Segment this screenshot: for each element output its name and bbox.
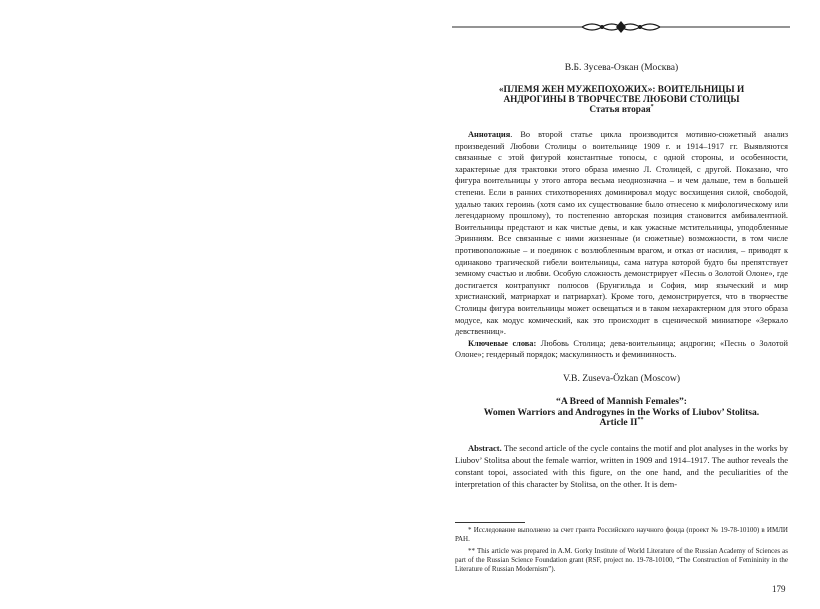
abstract-ru-text: . Во второй статье цикла производится мотивно-сюжетный анализ произведений Любови Столицы о воительнице 1909 г. и 1914–1917 гг. Выявляются связанные с этой фигурой константные топосы, с одной стороны, и особенности, характерные для трактовки этого образа именно Л. Столицей, с другой. Показано, что фигура воительницы у этого автора весьма неоднозначна – и чем дальше, тем в большей степени. Если в ранних стихотворениях доминировал модус восхищения силой, свободой, удалью таких героинь (хотя само их существование было отнесено к мифологическому или легендарному прошлому), то постепенно авторская позиция становится амбивалентной. Воительницы предстают и как чистые девы, и как ужасные мстительницы, уподобленные Эринниям. Все связанные с ними жизненные (и сюжетные) возможности, в том числе противоположные – и поединок с возлюбленным врагом, и отказ от насилия, – приводят к одинаково трагической гибели воительницы, сама натура которой будто бы препятствует земному счастью и любви. Особую сложность демонстрирует «Песнь о Золотой Олоне», где достигается контрапункт полюсов (Брунгильда и София, мир языческий и мир христианский, матриархат и патриархат). Кроме того, демонстрируется, что в творчестве Столицы фигура воительницы может освещаться и в таком нехарактерном для этого образа модусе, как модус комический, как это происходит в сценической миниатюре «Зеркало девственниц». [455, 130, 788, 337]
header-ornament [452, 20, 790, 34]
subtitle-ru [455, 105, 788, 115]
title-en-line1: “A Breed of Mannish Females”: [556, 395, 687, 407]
abstract-ru-label: Аннотация [468, 130, 511, 140]
footnote-mark-2: ** [637, 417, 644, 424]
title-en-line3: Article II [599, 417, 638, 429]
keywords-ru [455, 338, 788, 361]
title-ru-line1: «ПЛЕМЯ ЖЕН МУЖЕПОХОЖИХ»: ВОИТЕЛЬНИЦЫ И [498, 85, 745, 95]
page-body [455, 62, 788, 490]
subtitle-ru-text: Статья вторая [589, 105, 651, 116]
abstract-en [455, 443, 788, 490]
footnote-divider [455, 522, 525, 523]
title-ru-line2: АНДРОГИНЫ В ТВОРЧЕСТВЕ ЛЮБОВИ СТОЛИЦЫ [503, 95, 740, 106]
footnotes [455, 526, 788, 577]
page-number: 179 [772, 584, 786, 594]
title-ru [455, 85, 788, 105]
abstract-en-text: The second article of the cycle contains the motif and plot analyses in the works by Liubov’ Stolitsa about the female warrior, written in 1909 and 1914–1917. The author reveals the constant topoi, associated with this figure, on the one hand, and the peculiarities of the interpretation of this character by Stolitsa, on the other. It is dem- [455, 443, 788, 489]
keywords-ru-label: Ключевые слова: [468, 338, 537, 348]
footnote-2: ** This article was prepared in A.M. Gorky Institute of World Literature of the Russian Academy of Sciences as part of the Russian Science Foundation grant (RSF, project no. 19-78-10100, “The Construction of Femininity in the Literature of Russian Modernism”). [455, 547, 788, 573]
title-en [455, 397, 788, 429]
title-en-line2: Women Warriors and Androgynes in the Works of Liubov’ Stolitsa. [483, 406, 760, 418]
footnote-1: * Исследование выполнено за счет гранта Российского научного фонда (проект № 19-78-10100) в ИМЛИ РАН. [455, 526, 788, 543]
author-en: V.B. Zuseva-Özkan (Moscow) [562, 372, 681, 384]
author-ru: В.Б. Зусева-Озкан (Москва) [564, 62, 679, 73]
abstract-en-label: Abstract. [468, 443, 502, 454]
keywords-ru-text: Любовь Столица; дева-воительница; андрогин; «Песнь о Золотой Олоне»; гендерный порядок; маскулинность и фемининность. [455, 338, 788, 360]
footnote-mark-1: * [650, 103, 654, 110]
abstract-ru [455, 129, 788, 338]
